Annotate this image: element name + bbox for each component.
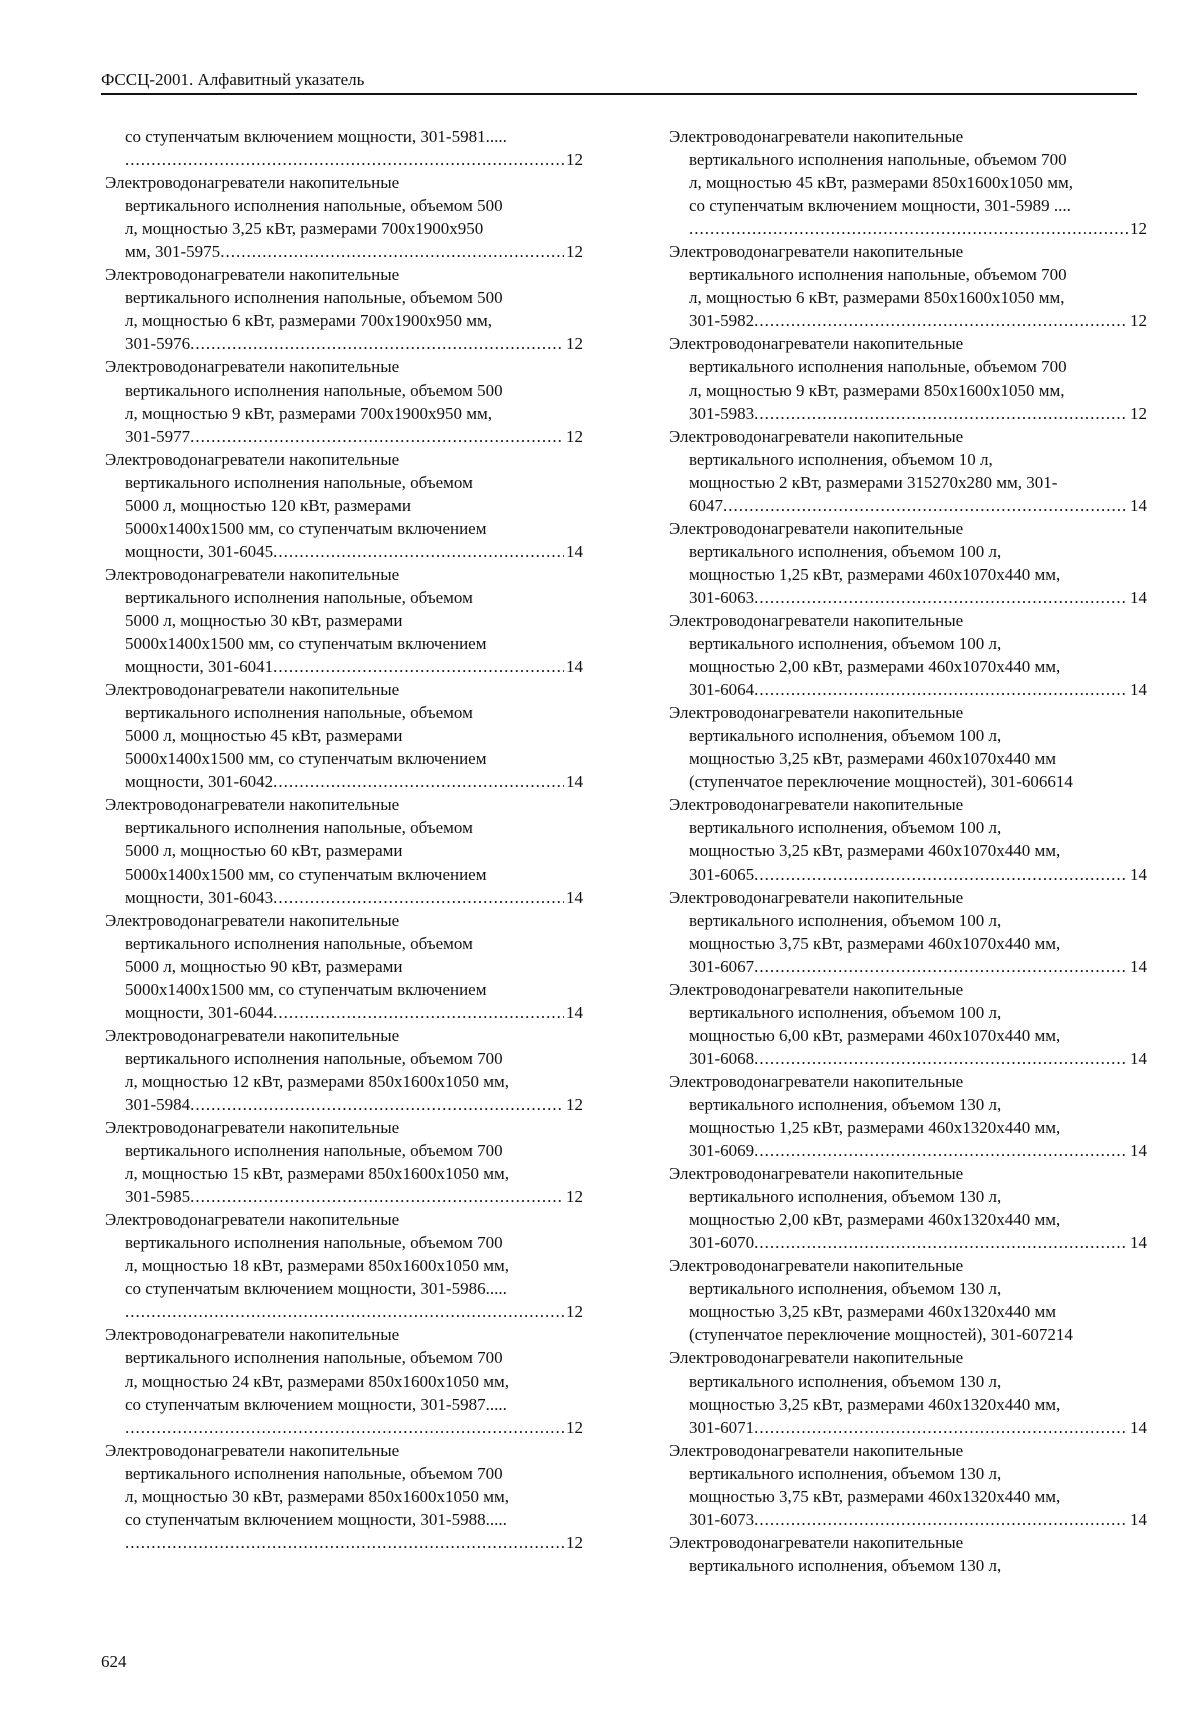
entry-leader-line xyxy=(669,678,1147,701)
entry-leader-line xyxy=(105,425,583,448)
entry-code: 301-6063 xyxy=(689,587,755,607)
entry-heading: Электроводонагреватели накопительные xyxy=(669,127,964,146)
entry-line: вертикального исполнения напольные, объемом xyxy=(125,818,473,838)
index-entry xyxy=(105,448,583,563)
entry-line: вертикального исполнения, объемом 100 л, xyxy=(689,1002,1002,1022)
entry-line: вертикального исполнения, объемом 100 л, xyxy=(689,634,1002,654)
entry-line: мощностью 3,25 кВт, размерами 460x1320x440 мм xyxy=(689,1302,1057,1322)
index-entry xyxy=(105,793,583,908)
entry-line: вертикального исполнения, объемом 130 л, xyxy=(689,1094,1002,1114)
entry-leader-line xyxy=(669,1508,1147,1531)
entry-code: 301-6064 xyxy=(689,680,755,700)
entry-page-ref: 12 xyxy=(1130,219,1147,239)
entry-line: со ступенчатым включением мощности, 301-5987..... xyxy=(125,1394,507,1414)
leader-dots xyxy=(754,863,1128,886)
entry-line: вертикального исполнения напольные, объемом 700 xyxy=(689,150,1067,170)
entry-heading: Электроводонагреватели накопительные xyxy=(669,1071,964,1091)
entry-line: (ступенчатое переключение мощностей), 301-606614 xyxy=(689,772,1073,792)
entry-page-ref: 12 xyxy=(566,1094,583,1114)
index-entry xyxy=(669,793,1147,885)
entry-heading: Электроводонагреватели накопительные xyxy=(105,795,400,815)
entry-line: 5000 л, мощностью 60 кВт, размерами xyxy=(125,841,403,861)
entry-heading: Электроводонагреватели накопительные xyxy=(669,1440,964,1460)
leader-dots xyxy=(754,955,1128,978)
entry-page-ref: 14 xyxy=(566,772,583,792)
entry-code: 301-6067 xyxy=(689,956,755,976)
entry-page-ref: 14 xyxy=(1130,495,1147,515)
leader-dots xyxy=(689,217,1128,240)
entry-code: 301-6073 xyxy=(689,1509,755,1529)
entry-leader-line xyxy=(105,1416,583,1439)
index-entry xyxy=(105,1116,583,1208)
leader-dots xyxy=(273,1001,564,1024)
entry-heading: Электроводонагреватели накопительные xyxy=(669,518,964,538)
leader-dots xyxy=(273,655,564,678)
entry-leader-line xyxy=(669,309,1147,332)
index-entry xyxy=(669,425,1147,517)
entry-page-ref: 14 xyxy=(1130,1233,1147,1253)
leader-dots xyxy=(754,586,1128,609)
leader-dots xyxy=(754,309,1128,332)
leader-dots xyxy=(754,402,1128,425)
entry-line: 5000x1400x1500 мм, со ступенчатым включением xyxy=(125,518,487,538)
entry-line: со ступенчатым включением мощности, 301-5988..... xyxy=(125,1509,507,1529)
index-entry xyxy=(105,1323,583,1438)
entry-heading: Электроводонагреватели накопительные xyxy=(105,564,400,584)
entry-line: мощностью 6,00 кВт, размерами 460x1070x440 мм, xyxy=(689,1025,1061,1045)
entry-heading: Электроводонагреватели накопительные xyxy=(669,242,964,262)
entry-line: вертикального исполнения напольные, объемом xyxy=(125,933,473,953)
index-column-left xyxy=(105,125,583,1554)
entry-leader-line xyxy=(669,863,1147,886)
index-entry xyxy=(669,517,1147,609)
entry-line: л, мощностью 24 кВт, размерами 850x1600x1050 мм, xyxy=(125,1371,510,1391)
entry-code: 301-5982 xyxy=(689,311,755,331)
entry-line: 5000x1400x1500 мм, со ступенчатым включением xyxy=(125,864,487,884)
index-column-right xyxy=(669,125,1147,1577)
entry-line: мощностью 2,00 кВт, размерами 460x1320x440 мм, xyxy=(689,1210,1061,1230)
entry-page-ref: 12 xyxy=(566,242,583,262)
entry-line: л, мощностью 9 кВт, размерами 850x1600x1050 мм, xyxy=(689,380,1065,400)
entry-page-ref: 14 xyxy=(1130,680,1147,700)
entry-line: вертикального исполнения, объемом 100 л, xyxy=(689,910,1002,930)
index-entry xyxy=(669,1070,1147,1162)
entry-page-ref: 12 xyxy=(1130,403,1147,423)
entry-leader-line xyxy=(105,886,583,909)
leader-dots xyxy=(190,1093,564,1116)
entry-line: 5000 л, мощностью 45 кВт, размерами xyxy=(125,726,403,746)
index-entry xyxy=(105,1208,583,1323)
entry-line: со ступенчатым включением мощности, 301-5986..... xyxy=(125,1279,507,1299)
index-entry xyxy=(105,171,583,263)
entry-line: л, мощностью 45 кВт, размерами 850x1600x1050 мм, xyxy=(689,173,1074,193)
entry-code: 301-5976 xyxy=(125,334,191,354)
running-header: ФССЦ-2001. Алфавитный указатель xyxy=(101,70,365,89)
entry-line: л, мощностью 3,25 кВт, размерами 700x1900x950 xyxy=(125,219,484,239)
entry-code: мощности, 301-6043 xyxy=(125,887,274,907)
entry-heading: Электроводонагреватели накопительные xyxy=(105,910,400,930)
entry-leader-line xyxy=(105,655,583,678)
entry-line: мощностью 3,25 кВт, размерами 460x1320x440 мм, xyxy=(689,1394,1061,1414)
entry-code: 301-6070 xyxy=(689,1233,755,1253)
entry-leader-line xyxy=(105,1185,583,1208)
entry-page-ref: 14 xyxy=(1130,864,1147,884)
entry-line: 5000 л, мощностью 120 кВт, размерами xyxy=(125,495,412,515)
entry-line: мощностью 1,25 кВт, размерами 460x1320x440 мм, xyxy=(689,1118,1061,1138)
entry-page-ref: 14 xyxy=(1130,1509,1147,1529)
entry-line: вертикального исполнения, объемом 10 л, xyxy=(689,449,993,469)
entry-page-ref: 12 xyxy=(566,1532,583,1552)
entry-heading: Электроводонагреватели накопительные xyxy=(669,887,964,907)
leader-dots xyxy=(754,1231,1128,1254)
entry-code: 301-6069 xyxy=(689,1141,755,1161)
entry-code: 301-5983 xyxy=(689,403,755,423)
entry-line: мощностью 3,75 кВт, размерами 460x1070x440 мм, xyxy=(689,933,1061,953)
page-number: 624 xyxy=(101,1652,127,1671)
index-entry xyxy=(105,125,583,171)
entry-code: 301-6071 xyxy=(689,1417,755,1437)
entry-page-ref: 14 xyxy=(1130,1141,1147,1161)
entry-heading: Электроводонагреватели накопительные xyxy=(669,795,964,815)
entry-leader-line xyxy=(105,1001,583,1024)
index-entry xyxy=(105,1024,583,1116)
entry-heading: Электроводонагреватели накопительные xyxy=(105,1440,400,1460)
entry-page-ref: 12 xyxy=(566,426,583,446)
index-entry xyxy=(669,1162,1147,1254)
entry-page-ref: 12 xyxy=(1130,311,1147,331)
entry-page-ref: 14 xyxy=(566,541,583,561)
entry-leader-line xyxy=(105,1300,583,1323)
entry-heading: Электроводонагреватели накопительные xyxy=(105,1325,400,1345)
entry-page-ref: 14 xyxy=(1130,1048,1147,1068)
entry-line: вертикального исполнения, объемом 130 л, xyxy=(689,1371,1002,1391)
entry-line: вертикального исполнения, объемом 130 л, xyxy=(689,1279,1002,1299)
entry-line: 5000x1400x1500 мм, со ступенчатым включением xyxy=(125,749,487,769)
entry-leader-line xyxy=(669,402,1147,425)
entry-line: вертикального исполнения напольные, объемом 500 xyxy=(125,196,503,216)
entry-page-ref: 12 xyxy=(566,150,583,170)
leader-dots xyxy=(754,1508,1128,1531)
entry-code: 6047 xyxy=(689,495,723,515)
entry-code: 301-5977 xyxy=(125,426,191,446)
entry-line: вертикального исполнения, объемом 100 л, xyxy=(689,818,1002,838)
entry-line: вертикального исполнения напольные, объемом 500 xyxy=(125,288,503,308)
entry-line: вертикального исполнения, объемом 130 л, xyxy=(689,1463,1002,1483)
entry-heading: Электроводонагреватели накопительные xyxy=(669,979,964,999)
index-entry xyxy=(105,263,583,355)
index-entry xyxy=(669,1531,1147,1577)
leader-dots xyxy=(190,332,564,355)
entry-line: вертикального исполнения напольные, объемом 700 xyxy=(689,265,1067,285)
entry-line: 5000x1400x1500 мм, со ступенчатым включением xyxy=(125,979,487,999)
entry-leader-line xyxy=(669,955,1147,978)
entry-code: мощности, 301-6041 xyxy=(125,657,274,677)
index-entry xyxy=(669,978,1147,1070)
entry-leader-line xyxy=(105,240,583,263)
leader-dots xyxy=(273,540,564,563)
entry-leader-line xyxy=(105,1531,583,1554)
leader-dots xyxy=(125,1531,564,1554)
entry-heading: Электроводонагреватели накопительные xyxy=(105,357,400,377)
entry-line: л, мощностью 9 кВт, размерами 700x1900x950 мм, xyxy=(125,403,493,423)
entry-leader-line xyxy=(105,770,583,793)
entry-line: вертикального исполнения напольные, объемом xyxy=(125,472,473,492)
entry-heading: Электроводонагреватели накопительные xyxy=(669,426,964,446)
entry-code: 301-6065 xyxy=(689,864,755,884)
index-entry xyxy=(669,1346,1147,1438)
entry-heading: Электроводонагреватели накопительные xyxy=(105,680,400,700)
entry-code: 301-5985 xyxy=(125,1187,191,1207)
entry-page-ref: 12 xyxy=(566,1187,583,1207)
entry-heading: Электроводонагреватели накопительные xyxy=(669,1348,964,1368)
entry-code: мощности, 301-6042 xyxy=(125,772,274,792)
entry-leader-line xyxy=(669,1416,1147,1439)
entry-line: вертикального исполнения напольные, объемом xyxy=(125,587,473,607)
entry-code: 301-5984 xyxy=(125,1094,191,1114)
entry-line: вертикального исполнения, объемом 100 л, xyxy=(689,541,1002,561)
entry-line: 5000 л, мощностью 90 кВт, размерами xyxy=(125,956,403,976)
leader-dots xyxy=(754,678,1128,701)
leader-dots xyxy=(125,1416,564,1439)
index-entry xyxy=(105,909,583,1024)
entry-page-ref: 12 xyxy=(566,1302,583,1322)
leader-dots xyxy=(190,425,564,448)
entry-line: вертикального исполнения напольные, объемом 700 xyxy=(125,1141,503,1161)
index-entry xyxy=(669,240,1147,332)
entry-page-ref: 14 xyxy=(1130,1417,1147,1437)
entry-leader-line xyxy=(669,586,1147,609)
index-entry xyxy=(669,1254,1147,1346)
index-entry xyxy=(669,332,1147,424)
leader-dots xyxy=(190,1185,564,1208)
entry-page-ref: 14 xyxy=(566,657,583,677)
entry-line: (ступенчатое переключение мощностей), 301-607214 xyxy=(689,1325,1073,1345)
entry-code: 301-6068 xyxy=(689,1048,755,1068)
entry-page-ref: 12 xyxy=(566,334,583,354)
entry-line: мощностью 3,25 кВт, размерами 460x1070x440 мм, xyxy=(689,841,1061,861)
entry-heading: Электроводонагреватели накопительные xyxy=(105,1210,400,1230)
entry-line: л, мощностью 6 кВт, размерами 700x1900x950 мм, xyxy=(125,311,493,331)
index-entry xyxy=(669,886,1147,978)
leader-dots xyxy=(754,1416,1128,1439)
entry-code: мм, 301-5975 xyxy=(125,242,221,262)
entry-heading: Электроводонагреватели накопительные xyxy=(669,1256,964,1276)
leader-dots xyxy=(125,148,564,171)
entry-line: мощностью 1,25 кВт, размерами 460x1070x440 мм, xyxy=(689,564,1061,584)
entry-line: вертикального исполнения напольные, объемом 500 xyxy=(125,380,503,400)
entry-line: вертикального исполнения напольные, объемом 700 xyxy=(125,1048,503,1068)
entry-heading: Электроводонагреватели накопительные xyxy=(105,173,400,193)
entry-leader-line xyxy=(669,1047,1147,1070)
leader-dots xyxy=(220,240,564,263)
entry-leader-line xyxy=(105,332,583,355)
entry-line: л, мощностью 15 кВт, размерами 850x1600x1050 мм, xyxy=(125,1164,510,1184)
entry-line: мощностью 2,00 кВт, размерами 460x1070x440 мм, xyxy=(689,657,1061,677)
entry-line: вертикального исполнения, объемом 130 л, xyxy=(689,1555,1002,1575)
entry-heading: Электроводонагреватели накопительные xyxy=(669,1164,964,1184)
entry-page-ref: 14 xyxy=(566,1002,583,1022)
entry-line: мощностью 2 кВт, размерами 315270x280 мм, 301- xyxy=(689,472,1058,492)
leader-dots xyxy=(754,1139,1128,1162)
entry-leader-line xyxy=(669,494,1147,517)
entry-line: вертикального исполнения напольные, объемом 700 xyxy=(125,1348,503,1368)
entry-leader-line xyxy=(669,1139,1147,1162)
entry-leader-line xyxy=(669,1231,1147,1254)
entry-leader-line xyxy=(105,1093,583,1116)
entry-line: вертикального исполнения, объемом 100 л, xyxy=(689,726,1002,746)
entry-line: со ступенчатым включением мощности, 301-5989 .... xyxy=(689,196,1071,216)
entry-leader-line xyxy=(669,217,1147,240)
index-entry xyxy=(669,701,1147,793)
entry-page-ref: 14 xyxy=(566,887,583,907)
entry-heading: Электроводонагреватели накопительные xyxy=(105,265,400,285)
entry-line: л, мощностью 6 кВт, размерами 850x1600x1050 мм, xyxy=(689,288,1065,308)
index-entry xyxy=(105,355,583,447)
entry-line: вертикального исполнения, объемом 130 л, xyxy=(689,1187,1002,1207)
entry-line: л, мощностью 18 кВт, размерами 850x1600x1050 мм, xyxy=(125,1256,510,1276)
leader-dots xyxy=(273,886,564,909)
entry-line: вертикального исполнения напольные, объемом 700 xyxy=(125,1463,503,1483)
entry-heading: Электроводонагреватели накопительные xyxy=(105,1118,400,1138)
entry-leader-line xyxy=(105,148,583,171)
entry-code: мощности, 301-6044 xyxy=(125,1002,274,1022)
entry-heading: Электроводонагреватели накопительные xyxy=(669,610,964,630)
entry-heading: Электроводонагреватели накопительные xyxy=(105,1025,400,1045)
entry-page-ref: 14 xyxy=(1130,587,1147,607)
index-entry xyxy=(105,563,583,678)
index-entry xyxy=(105,678,583,793)
index-entry xyxy=(105,1439,583,1554)
entry-heading: Электроводонагреватели накопительные xyxy=(669,703,964,723)
entry-code: мощности, 301-6045 xyxy=(125,541,274,561)
entry-page-ref: 14 xyxy=(1130,956,1147,976)
entry-line: 5000 л, мощностью 30 кВт, размерами xyxy=(125,610,403,630)
leader-dots xyxy=(273,770,564,793)
entry-heading: Электроводонагреватели накопительные xyxy=(105,449,400,469)
index-entry xyxy=(669,609,1147,701)
entry-line: вертикального исполнения напольные, объемом 700 xyxy=(689,357,1067,377)
entry-line: л, мощностью 30 кВт, размерами 850x1600x1050 мм, xyxy=(125,1486,510,1506)
entry-line: мощностью 3,75 кВт, размерами 460x1320x440 мм, xyxy=(689,1486,1061,1506)
leader-dots xyxy=(125,1300,564,1323)
index-entry xyxy=(669,125,1147,240)
leader-dots xyxy=(754,1047,1128,1070)
entry-line: л, мощностью 12 кВт, размерами 850x1600x1050 мм, xyxy=(125,1071,510,1091)
index-entry xyxy=(669,1439,1147,1531)
entry-leader-line xyxy=(105,540,583,563)
entry-heading: Электроводонагреватели накопительные xyxy=(669,1532,964,1552)
entry-line: со ступенчатым включением мощности, 301-5981..... xyxy=(125,127,507,146)
entry-line: 5000x1400x1500 мм, со ступенчатым включением xyxy=(125,634,487,654)
entry-line: вертикального исполнения напольные, объемом xyxy=(125,703,473,723)
entry-page-ref: 12 xyxy=(566,1417,583,1437)
leader-dots xyxy=(723,494,1128,517)
header-rule xyxy=(101,93,1137,95)
entry-line: мощностью 3,25 кВт, размерами 460x1070x440 мм xyxy=(689,749,1057,769)
entry-heading: Электроводонагреватели накопительные xyxy=(669,334,964,354)
entry-line: вертикального исполнения напольные, объемом 700 xyxy=(125,1233,503,1253)
